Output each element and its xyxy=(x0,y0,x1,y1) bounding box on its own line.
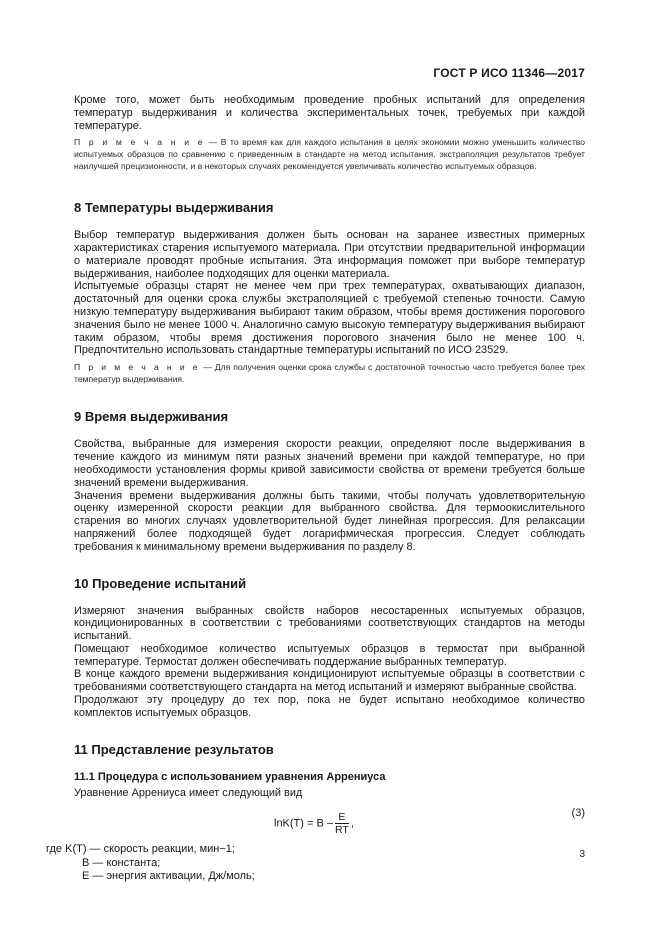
formula-lhs: lnK(T) = B – xyxy=(274,817,333,830)
section-8-paragraph-1: Выбор температур выдерживания должен быть основан на заранее известных примерных характеристиках старения испытуемого материала. При отсутствии предварительной информации о материале проводят пробные испытания. Эта информация поможет при выборе температур выдерживания, наиболее подходящих для оценки материала. xyxy=(74,229,585,280)
section-8-paragraph-2: Испытуемые образцы старят не менее чем при трех температурах, охватывающих диапазон, достаточный для оценки срока службы экстраполяцией с требуемой степенью точности. Самую низкую температуру выдерживания выбирают таким образом, чтобы время достижения порогового значения было не менее 1000 ч. Аналогично самую высокую температуру выдерживания выбирают таким образом, чтобы время достижения порогового значения было не менее 100 ч. Предпочтительно использовать стандартные температуры испытаний по ИСО 23529. xyxy=(74,280,585,357)
formula-denominator: RT xyxy=(335,824,349,837)
section-10-title: 10 Проведение испытаний xyxy=(74,575,247,591)
formula-fraction xyxy=(335,811,349,836)
formula-numerator: E xyxy=(335,811,349,824)
section-9-paragraph-2: Значения времени выдерживания должны быть такими, чтобы получать удовлетворительную оценку измеренной скорости реакции для выбранного свойства. Для термоокислительного старения во многих случаях удовлетворительной будет линейная прогрессия. Для релаксации напряжений более подходящей будет логарифмическая прогрессия. Следует соблюдать требования к минимальному времени выдерживания по разделу 8. xyxy=(74,489,585,553)
arrhenius-formula xyxy=(74,807,585,839)
intro-paragraph: Кроме того, может быть необходимым проведение пробных испытаний для определения температур выдерживания и количества экспериментальных точек, требуемых при каждой температуре. xyxy=(74,94,585,132)
legend-item: где K(T) — скорость реакции, мин−1; xyxy=(46,843,235,856)
page-number: 3 xyxy=(579,849,585,860)
section-10-paragraph-3: В конце каждого времени выдерживания кондиционируют испытуемые образцы в соответствии с требованиями соответствующего стандарта на метод испытаний и измеряют выбранные свойства. xyxy=(74,668,585,694)
intro-note: П р и м е ч а н и е — В то время как для каждого испытания в целях экономии можно уменьшить количество испытуемых образцов по сравнению с приведенным в стандарте на метод испытания, экстраполяция результатов требует наилучшей прецизионности, и в некоторых случаях рекомендуется увеличивать количество испытуемых образцов. xyxy=(74,137,586,171)
section-10-paragraph-1: Измеряют значения выбранных свойств наборов несостаренных испытуемых образцов, кондиционированных в соответствии с требованиями соответствующих стандартов на методы испытаний. xyxy=(74,604,585,643)
subsection-11-1-title: 11.1 Процедура с использованием уравнения Аррениуса xyxy=(74,770,386,783)
formula-tail: , xyxy=(350,817,354,830)
legend-item: B — константа; xyxy=(82,856,161,869)
section-9-title: 9 Время выдерживания xyxy=(74,409,229,425)
page-content xyxy=(46,90,586,883)
section-8-title: 8 Температуры выдерживания xyxy=(74,200,274,216)
formula-legend xyxy=(46,843,585,883)
section-10-paragraph-2: Помещают необходимое количество испытуемых образцов в термостат при выбранной температуре. Термостат должен обеспечивать поддержание выбранных температур. xyxy=(74,642,585,668)
document-code: ГОСТ Р ИСО 11346—2017 xyxy=(433,66,585,80)
section-9-paragraph-1: Свойства, выбранные для измерения скорости реакции, определяют после выдерживания в течение каждого из минимум пяти разных значений времени при каждой температуре, но при необходимости установления формы кривой зависимости свойства от времени требуется больше значений времени выдерживания. xyxy=(74,438,585,489)
section-11-paragraph-1: Уравнение Аррениуса имеет следующий вид xyxy=(74,786,303,799)
section-11-title: 11 Представление результатов xyxy=(74,741,274,757)
formula-number: (3) xyxy=(571,807,585,820)
section-8-note: П р и м е ч а н и е — Для получения оценки срока службы с достаточной точностью часто требуется более трех температур выдерживания. xyxy=(74,362,586,384)
legend-item: E — энергия активации, Дж/моль; xyxy=(82,869,255,882)
section-10-paragraph-4: Продолжают эту процедуру до тех пор, пока не будет испытано необходимое количество комплектов испытуемых образцов. xyxy=(74,694,585,719)
